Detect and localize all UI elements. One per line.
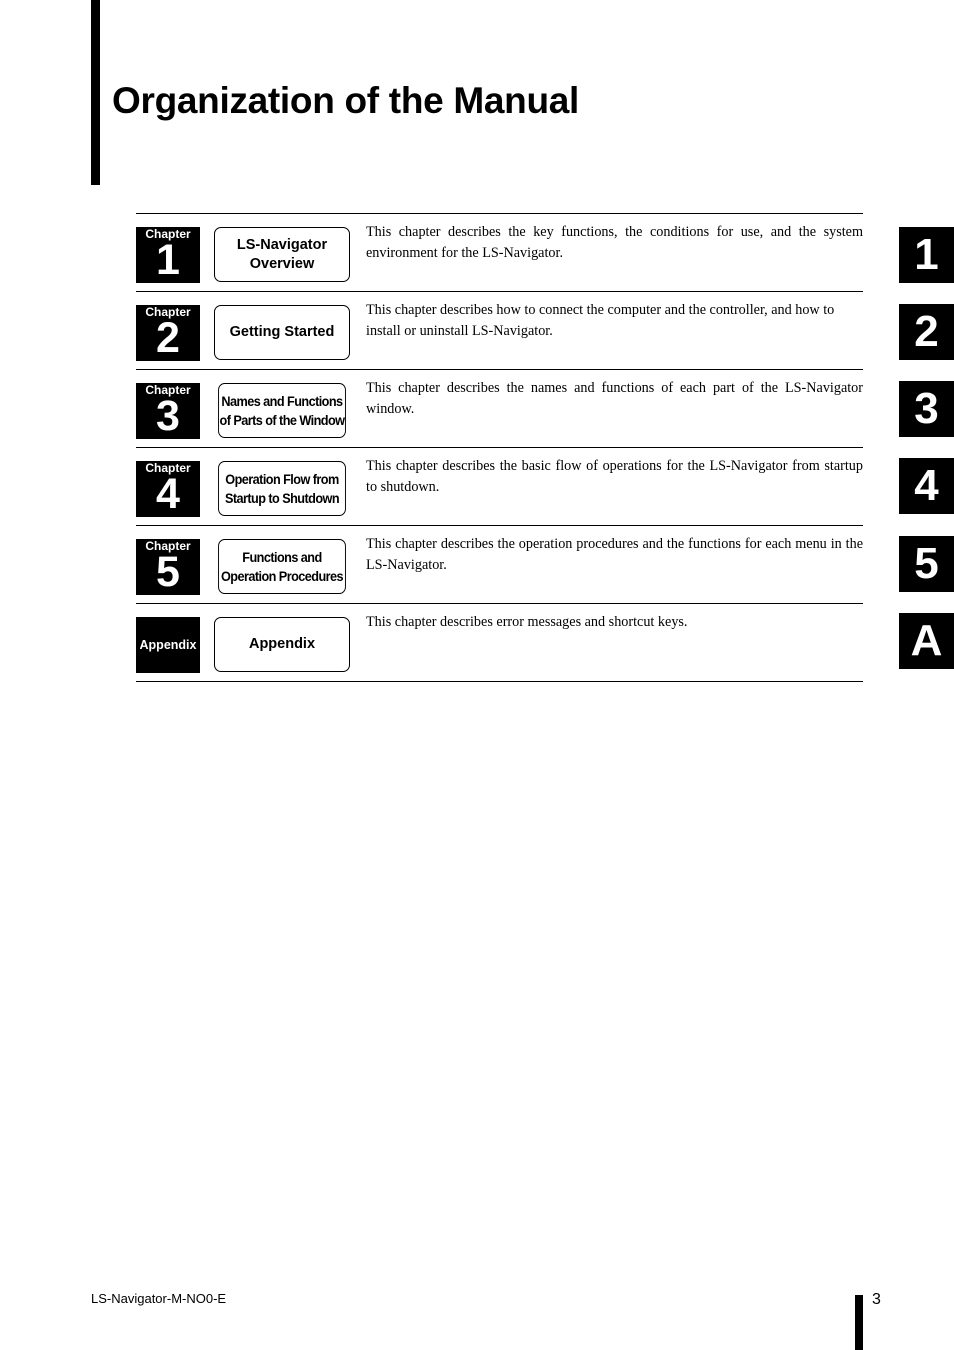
chapter-badge (136, 383, 200, 439)
side-tab-1[interactable]: 1 (899, 227, 954, 283)
chapter-row-1 (136, 214, 863, 292)
chapter-description: This chapter describes the names and functions of each part of the LS-Navigator window. (366, 380, 863, 417)
chapter-description: This chapter describes the key functions, the conditions for use, and the system environment for the LS-Navigator. (366, 224, 863, 261)
appendix-row (136, 604, 863, 682)
appendix-badge-label: Appendix (139, 638, 197, 652)
chapter-badge-number: 1 (156, 236, 180, 284)
chapter-badge (136, 461, 200, 517)
document-code: LS-Navigator-M-NO0-E (91, 1291, 227, 1306)
chapter-badge-label: Chapter (145, 227, 191, 241)
chapter-badge (136, 227, 200, 283)
chapter-list (136, 213, 863, 682)
chapter-badge-number: 4 (156, 470, 180, 518)
chapter-title-button[interactable]: Functions and Operation Procedures (218, 539, 346, 594)
chapter-badge-number: 2 (156, 314, 180, 362)
chapter-row-3 (136, 370, 863, 448)
chapter-row-4 (136, 448, 863, 526)
chapter-row-2 (136, 292, 863, 370)
chapter-badge-number: 3 (156, 392, 180, 440)
chapter-title-button[interactable]: Getting Started (214, 305, 350, 360)
side-tab-4[interactable]: 4 (899, 458, 954, 514)
page-number: 3 (872, 1291, 881, 1308)
title-accent-bar (91, 0, 100, 185)
footer-accent-bar (855, 1295, 863, 1350)
appendix-title-button[interactable]: Appendix (214, 617, 350, 672)
chapter-badge-label: Chapter (145, 383, 191, 397)
chapter-description: This chapter describes how to connect the computer and the controller, and how to install or uninstall LS-Navigator. (366, 302, 835, 339)
side-tab-2[interactable]: 2 (899, 304, 954, 360)
chapter-description: This chapter describes error messages and shortcut keys. (366, 614, 688, 630)
appendix-badge (136, 617, 200, 673)
chapter-title-button[interactable]: Names and Functions of Parts of the Window (218, 383, 346, 438)
chapter-badge-label: Chapter (145, 305, 191, 319)
page-title: Organization of the Manual (112, 80, 580, 121)
chapter-title-button[interactable]: LS-Navigator Overview (214, 227, 350, 282)
chapter-description: This chapter describes the basic flow of operations for the LS-Navigator from startup to shutdown. (366, 458, 863, 495)
side-tab-3[interactable]: 3 (899, 381, 954, 437)
chapter-badge-label: Chapter (145, 461, 191, 475)
chapter-badge-number: 5 (156, 548, 180, 596)
chapter-badge-label: Chapter (145, 539, 191, 553)
chapter-row-5 (136, 526, 863, 604)
chapter-badge (136, 539, 200, 595)
chapter-title-button[interactable]: Operation Flow from Startup to Shutdown (218, 461, 346, 516)
chapter-description: This chapter describes the operation procedures and the functions for each menu in the LS-Navigator. (366, 536, 863, 573)
chapter-badge (136, 305, 200, 361)
side-tab-5[interactable]: 5 (899, 536, 954, 592)
side-tab-appendix[interactable]: A (899, 613, 954, 669)
